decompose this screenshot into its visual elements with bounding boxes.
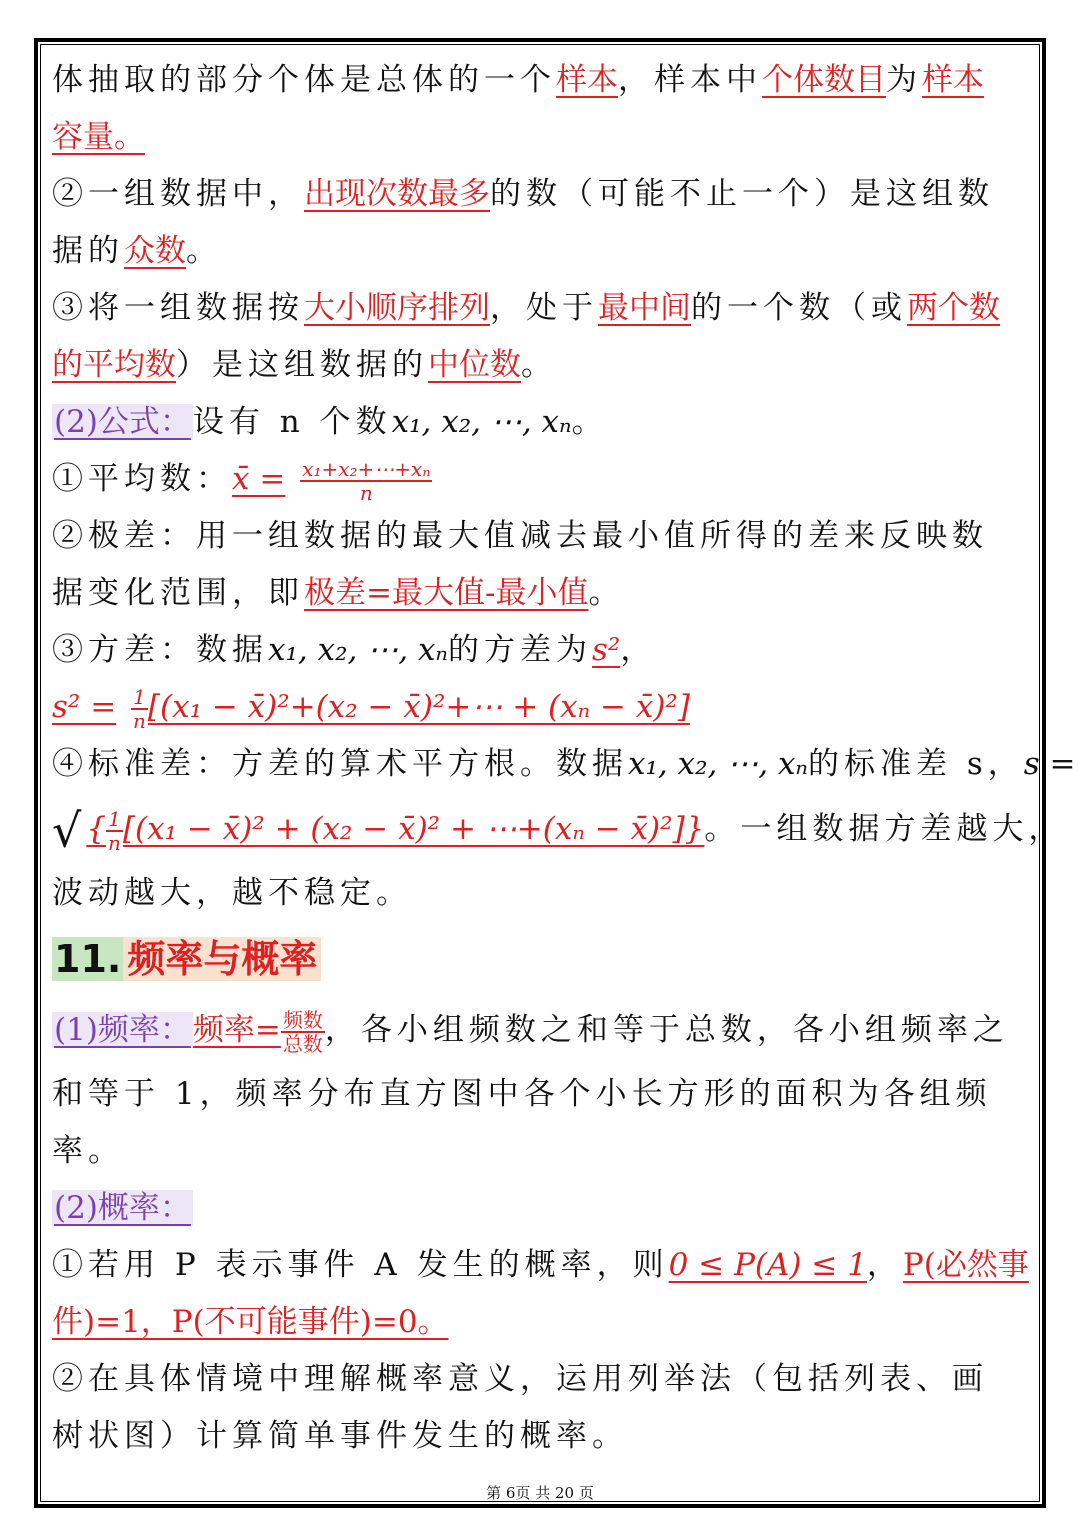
text: 的一个数（或 xyxy=(691,290,907,326)
text: ③将一组数据按 xyxy=(52,290,304,326)
text: 波动越大，越不稳定。 xyxy=(52,875,412,911)
variance-lhs: s² = xyxy=(52,689,117,725)
text: ，处于 xyxy=(490,290,598,326)
text-line xyxy=(52,565,1032,622)
text: ②一组数据中， xyxy=(52,176,304,212)
highlight-term: 出现次数最多 xyxy=(304,176,490,212)
text: ， xyxy=(866,1247,903,1283)
variance-formula-line xyxy=(52,679,1032,736)
text-line xyxy=(52,166,1032,223)
math-sequence: x₁, x₂, ⋯, xₙ xyxy=(628,746,808,782)
text-line xyxy=(52,508,1032,565)
std-body: [(x₁ − x̄)² + (x₂ − x̄)² + ⋯+(xₙ − x̄)²]} xyxy=(122,811,705,847)
fraction-numerator: 1 xyxy=(131,686,148,710)
std-brace: { xyxy=(86,811,107,847)
fraction-denominator: n xyxy=(108,830,121,855)
std-fraction xyxy=(106,808,123,854)
fraction-numerator: x₁+x₂+⋯+xₙ xyxy=(302,456,431,481)
highlight-term: 件)=1，P(不可能事件)=0。 xyxy=(52,1304,449,1340)
text-line xyxy=(52,1180,1032,1237)
subsection-label: (1)频率： xyxy=(54,1012,191,1048)
text-line xyxy=(52,1408,1032,1465)
text-line xyxy=(52,1123,1032,1180)
text-line xyxy=(52,1237,1032,1294)
text: 。 xyxy=(186,233,222,269)
variance-symbol: s² xyxy=(592,632,621,668)
text: ④标准差：方差的算术平方根。数据 xyxy=(52,746,628,782)
highlight-term: 的平均数 xyxy=(52,347,176,383)
subsection-label: (2)概率： xyxy=(54,1190,191,1226)
text: 率。 xyxy=(52,1133,124,1169)
section-title: 频率与概率 xyxy=(123,937,321,981)
text: 为 xyxy=(886,62,922,98)
fraction-denominator: n xyxy=(133,708,146,733)
text: ①平均数： xyxy=(52,461,232,497)
highlight-term: P(必然事 xyxy=(902,1247,1029,1283)
text: 的标准差 s， xyxy=(808,746,1024,782)
text: ②在具体情境中理解概率意义，运用列举法（包括列表、画 xyxy=(52,1361,988,1397)
highlight-term: 样本 xyxy=(556,62,618,98)
text-line xyxy=(52,736,1076,793)
highlight-term: 个体数目 xyxy=(762,62,886,98)
text-line xyxy=(52,451,1032,508)
text: ， xyxy=(620,632,657,668)
highlight-term: 0 ≤ P(A) ≤ 1 xyxy=(668,1247,867,1283)
std-formula-line xyxy=(52,793,1065,865)
text: 。一组数据方差越大， xyxy=(704,811,1065,847)
text-line xyxy=(52,994,1032,1066)
text-line xyxy=(52,622,1032,679)
highlight-term: 样本 xyxy=(922,62,984,98)
fraction-numerator: 1 xyxy=(106,808,123,832)
text: ，样本中 xyxy=(618,62,762,98)
frequency-lhs: 频率= xyxy=(192,1012,281,1048)
text: ③方差：数据 xyxy=(52,632,268,668)
highlight-term: 最中间 xyxy=(598,290,691,326)
subsection-label: (2)公式： xyxy=(54,404,191,440)
math-sequence: x₁, x₂, ⋯, xₙ xyxy=(391,404,572,440)
text: 和等于 1，频率分布直方图中各个小长方形的面积为各组频 xyxy=(52,1076,992,1112)
highlight-term: 大小顺序排列 xyxy=(304,290,490,326)
sqrt-sign: √ xyxy=(52,803,87,858)
fraction-denominator: 总数 xyxy=(282,1031,323,1056)
text: 。 xyxy=(588,575,625,611)
variance-body: [(x₁ − x̄)²+(x₂ − x̄)²+⋯ + (xₙ − x̄)²] xyxy=(147,689,690,725)
highlight-term: 中位数 xyxy=(428,347,521,383)
highlight-term: 众数 xyxy=(124,233,186,269)
text-line xyxy=(52,223,1032,280)
fraction-numerator: 频数 xyxy=(282,1007,323,1032)
text: 的数（可能不止一个）是这组数 xyxy=(490,176,994,212)
text-line xyxy=(52,337,1032,394)
math-sequence: x₁, x₂, ⋯, xₙ xyxy=(268,632,448,668)
text-line xyxy=(52,1066,1032,1123)
section-number: 11. xyxy=(54,937,122,981)
frequency-fraction xyxy=(281,1009,325,1055)
text: 据的 xyxy=(52,233,124,269)
highlight-term: 两个数 xyxy=(907,290,1000,326)
text-line xyxy=(52,394,1032,451)
fraction-denominator: n xyxy=(359,480,373,505)
mean-fraction xyxy=(300,458,432,504)
text: 据变化范围，即 xyxy=(52,575,304,611)
text-line xyxy=(52,1294,1032,1351)
text: 的方差为 xyxy=(448,632,592,668)
section-heading xyxy=(52,928,1032,990)
text-line xyxy=(52,52,1032,109)
text: 。 xyxy=(521,347,557,383)
text-line xyxy=(52,1351,1032,1408)
highlight-term: 容量。 xyxy=(52,119,145,155)
text: ，各小组频数之和等于总数，各小组频率之 xyxy=(324,1012,1009,1048)
text: ）是这组数据的 xyxy=(176,347,428,383)
text: ②极差：用一组数据的最大值减去最小值所得的差来反映数 xyxy=(52,518,988,554)
highlight-term: 极差=最大值-最小值 xyxy=(304,575,589,611)
text-line xyxy=(52,109,1032,166)
mean-formula-lhs: x̄ = xyxy=(232,461,286,497)
text: 。 xyxy=(571,404,608,440)
text-line xyxy=(52,865,1032,922)
text-line xyxy=(52,280,1032,337)
text: 设有 n 个数 xyxy=(192,404,392,440)
variance-fraction xyxy=(131,686,148,732)
text: 体抽取的部分个体是总体的一个 xyxy=(52,62,556,98)
text: ①若用 P 表示事件 A 发生的概率，则 xyxy=(52,1247,669,1283)
document-body xyxy=(52,52,1076,1465)
page-footer: 第 6页 共 20 页 xyxy=(486,1484,594,1502)
std-lhs: s = xyxy=(1023,746,1076,782)
text: 树状图）计算简单事件发生的概率。 xyxy=(52,1418,628,1454)
